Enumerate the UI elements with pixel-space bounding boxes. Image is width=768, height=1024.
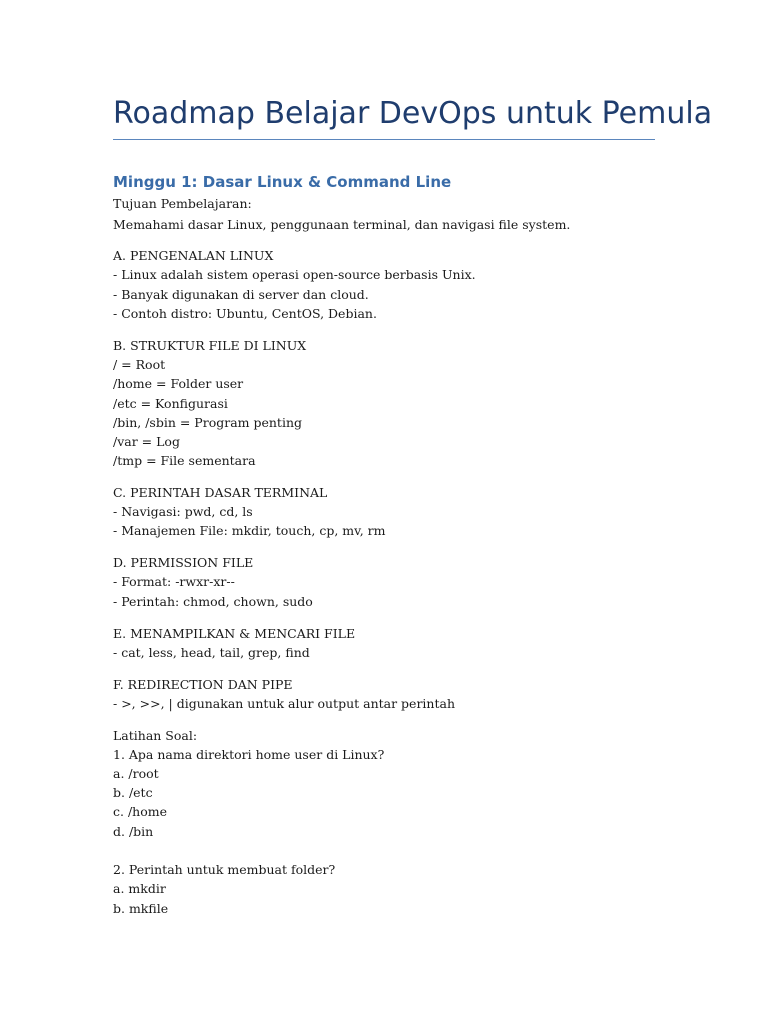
bullet-line: - Linux adalah sistem operasi open-source berbasis Unix. <box>113 267 476 282</box>
section-heading-file-structure: B. STRUKTUR FILE DI LINUX <box>113 338 307 353</box>
week-heading: Minggu 1: Dasar Linux & Command Line <box>113 173 452 191</box>
directory-line: /var = Log <box>113 434 180 449</box>
section-heading-view-search: E. MENAMPILKAN & MENCARI FILE <box>113 626 356 641</box>
bullet-line: - Format: -rwxr-xr-- <box>113 574 235 589</box>
bullet-line: - >, >>, | digunakan untuk alur output antar perintah <box>113 696 455 711</box>
bullet-line: - Navigasi: pwd, cd, ls <box>113 504 253 519</box>
answer-option: a. /root <box>113 766 159 781</box>
section-heading-intro-linux: A. PENGENALAN LINUX <box>113 248 274 263</box>
directory-line: /tmp = File sementara <box>113 453 256 468</box>
bullet-line: - cat, less, head, tail, grep, find <box>113 645 310 660</box>
answer-option: d. /bin <box>113 824 154 839</box>
section-heading-redirection: F. REDIRECTION DAN PIPE <box>113 677 293 692</box>
document-title: Roadmap Belajar DevOps untuk Pemula <box>113 96 713 131</box>
answer-option: b. /etc <box>113 785 153 800</box>
learning-goal-label: Tujuan Pembelajaran: <box>113 196 252 211</box>
section-heading-terminal-commands: C. PERINTAH DASAR TERMINAL <box>113 485 328 500</box>
bullet-line: - Manajemen File: mkdir, touch, cp, mv, rm <box>113 523 386 538</box>
answer-option: a. mkdir <box>113 881 166 896</box>
title-underline <box>113 139 655 140</box>
bullet-line: - Perintah: chmod, chown, sudo <box>113 594 313 609</box>
answer-option: b. mkfile <box>113 901 169 916</box>
bullet-line: - Banyak digunakan di server dan cloud. <box>113 287 369 302</box>
section-heading-permission: D. PERMISSION FILE <box>113 555 254 570</box>
exercise-label: Latihan Soal: <box>113 728 198 743</box>
directory-line: / = Root <box>113 357 166 372</box>
directory-line: /bin, /sbin = Program penting <box>113 415 302 430</box>
answer-option: c. /home <box>113 804 167 819</box>
question-1: 1. Apa nama direktori home user di Linux? <box>113 747 385 762</box>
question-2: 2. Perintah untuk membuat folder? <box>113 862 336 877</box>
directory-line: /home = Folder user <box>113 376 244 391</box>
learning-goal-text: Memahami dasar Linux, penggunaan terminal, dan navigasi file system. <box>113 217 571 232</box>
directory-line: /etc = Konfigurasi <box>113 396 228 411</box>
bullet-line: - Contoh distro: Ubuntu, CentOS, Debian. <box>113 306 377 321</box>
